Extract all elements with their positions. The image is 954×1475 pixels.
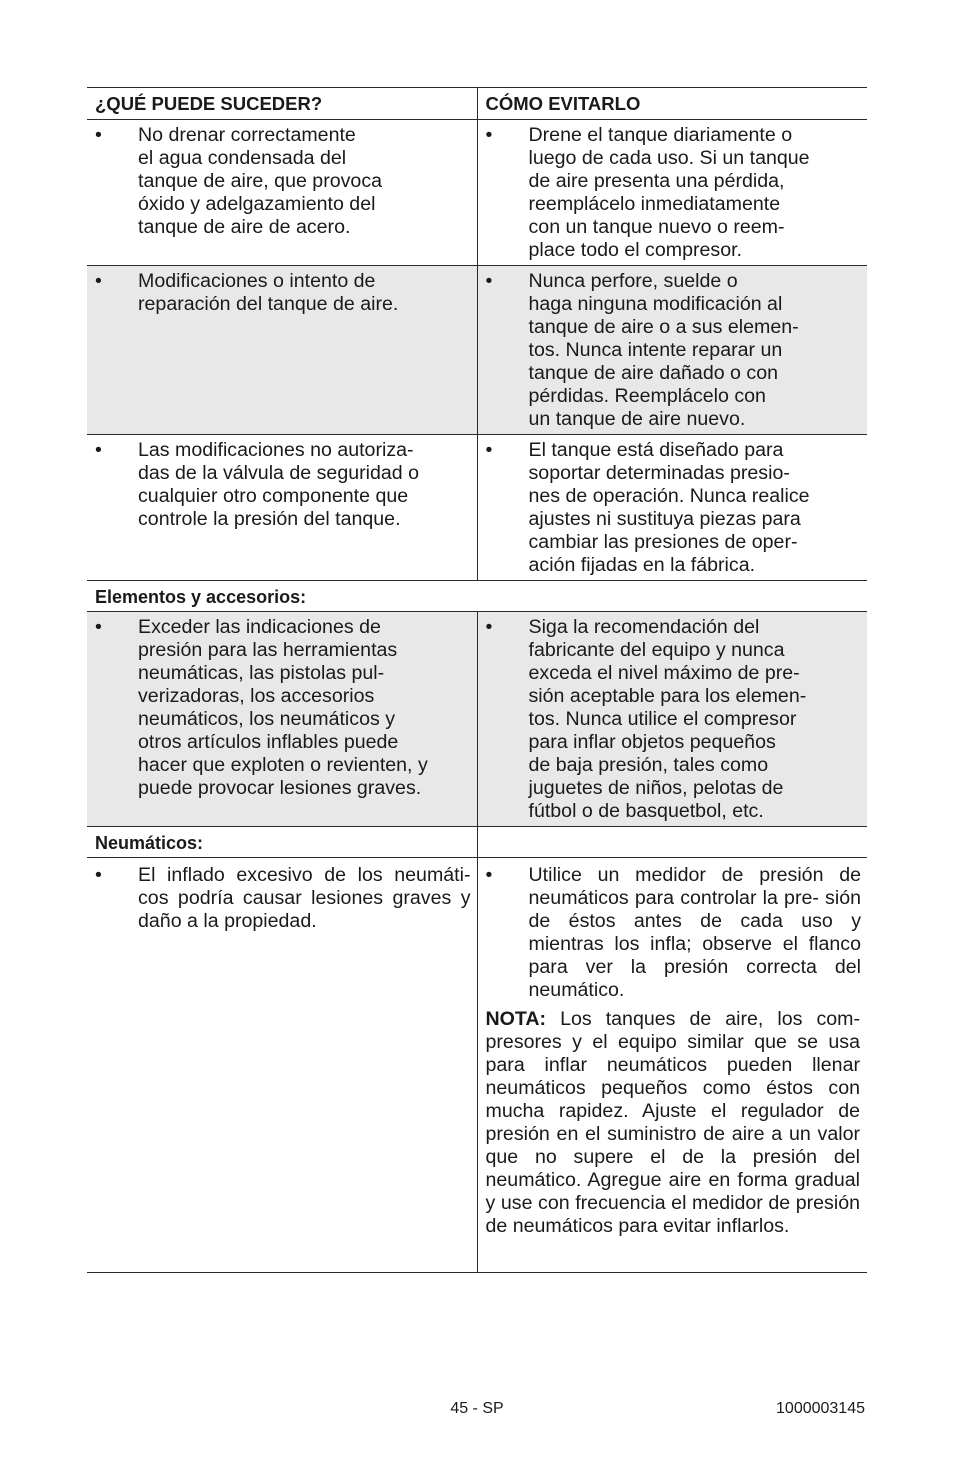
- table-row: [87, 266, 867, 435]
- bullet-icon: •: [95, 270, 102, 292]
- note-paragraph: [478, 1005, 868, 1241]
- prevention-text: El tanque está diseñado para soportar determinadas presio- nes de operación. Nunca realice ajustes ni sustituya piezas para cambiar las presiones de oper- ación fijadas en la fábrica.: [528, 439, 810, 576]
- section-empty-cell: [477, 827, 867, 858]
- hazard-text: Modificaciones o intento de reparación del tanque de aire.: [138, 270, 399, 315]
- bullet-icon: •: [485, 270, 493, 292]
- table-header-row: [87, 88, 867, 120]
- page-number: 45 - SP: [450, 1400, 504, 1417]
- header-how-to-avoid: CÓMO EVITARLO: [477, 88, 867, 120]
- prevention-text: Drene el tanque diariamente o luego de cada uso. Si un tanque de aire presenta una pérdida, reemplácelo inmediatamente con un tanque nuevo o reem- place todo el compresor.: [528, 124, 810, 261]
- bullet-icon: •: [95, 864, 102, 886]
- table-row: [87, 612, 867, 827]
- note-text: Los tanques de aire, los com- presores y el equipo similar que se usa para inflar neumáticos pueden llenar neumáticos pequeños como éstos con mucha rapidez. Ajuste el regulador de presión en el suministro de aire a un valor que no supere el de la presión del neumático. Agregue aire en forma gradual y use con frecuencia el medidor de presión de neumáticos para evitar inflarlos.: [485, 1008, 860, 1237]
- section-title-tires: Neumáticos:: [87, 827, 477, 858]
- prevention-text: Siga la recomendación del fabricante del equipo y nunca exceda el nivel máximo de pre- sión aceptable para los elemen- tos. Nunca utilice el compresor para inflar objetos pequeños de baja presión, tales como juguetes de niños, pelotas de fútbol o de basquetbol, etc.: [528, 616, 807, 822]
- hazard-text: No drenar correctamente el agua condensada del tanque de aire, que provoca óxido y adelgazamiento del tanque de aire de acero.: [138, 124, 383, 238]
- hazard-text: Exceder las indicaciones de presión para las herramientas neumáticas, las pistolas pul- verizadoras, los accesorios neumáticos, los neumáticos y otros artículos inflables puede hacer que exploten o revienten, y puede provocar lesiones graves.: [138, 616, 428, 799]
- table-row: [87, 120, 867, 266]
- header-what-can-happen: ¿QUÉ PUEDE SUCEDER?: [87, 88, 477, 120]
- bullet-icon: •: [485, 616, 493, 638]
- bullet-icon: •: [95, 439, 102, 461]
- section-title-accessories: Elementos y accesorios:: [87, 581, 867, 612]
- table-row: [87, 435, 867, 581]
- prevention-text: Nunca perfore, suelde o haga ninguna modificación al tanque de aire o a sus elemen- tos. Nunca intente reparar un tanque de aire dañado o con pérdidas. Reemplácelo con un tanque de aire nuevo.: [528, 270, 799, 430]
- bullet-icon: •: [95, 124, 102, 146]
- table-row: [87, 858, 867, 1273]
- bullet-icon: •: [485, 439, 493, 461]
- bullet-icon: •: [95, 616, 102, 638]
- note-label: NOTA:: [485, 1008, 547, 1030]
- prevention-text: Utilice un medidor de presión de neumáticos para controlar la pre- sión de éstos antes de cada uso y mientras los infla; observe el flanco para ver la presión correcta del neumático.: [528, 864, 861, 1001]
- bullet-icon: •: [485, 864, 493, 886]
- bullet-icon: •: [485, 124, 493, 146]
- section-row: [87, 827, 867, 858]
- hazard-text: Las modificaciones no autoriza- das de la válvula de seguridad o cualquier otro componente que controle la presión del tanque.: [138, 439, 420, 530]
- safety-table: [87, 87, 867, 1273]
- hazard-text: El inflado excesivo de los neumáti- cos podría causar lesiones graves y daño a la propiedad.: [138, 864, 471, 932]
- section-row: [87, 581, 867, 612]
- document-code: 1000003145: [776, 1400, 865, 1417]
